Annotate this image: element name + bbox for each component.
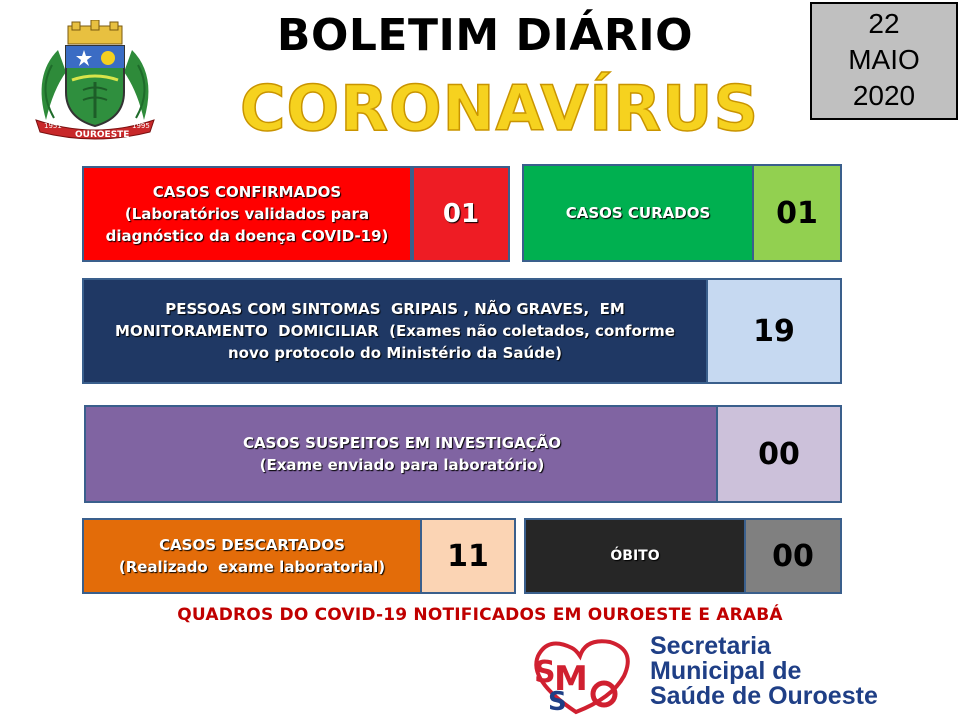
home-monitoring-label xyxy=(82,278,708,384)
svg-text:S: S xyxy=(548,687,567,717)
footer-note: QUADROS DO COVID-19 NOTIFICADOS EM OUROESTE E ARABÁ xyxy=(177,605,783,625)
confirmed-cases-label xyxy=(82,166,412,262)
deaths-label: ÓBITO xyxy=(524,518,746,594)
date-year: 2020 xyxy=(852,80,916,111)
monitoring-line2: MONITORAMENTO DOMICILIAR (Exames não coletados, conforme xyxy=(115,322,675,340)
svg-text:M: M xyxy=(554,659,588,699)
monitoring-line1: PESSOAS COM SINTOMAS GRIPAIS , NÃO GRAVES, EM xyxy=(165,300,625,318)
confirmed-line2: (Laboratórios validados para xyxy=(124,205,370,223)
date-box xyxy=(810,2,958,120)
bulletin-subtitle: CORONAVÍRUS xyxy=(240,72,760,145)
health-secretary-name xyxy=(650,634,950,709)
confirmed-line1: CASOS CONFIRMADOS xyxy=(152,183,342,201)
logo-line1: Secretaria xyxy=(650,632,771,660)
deaths-value: 00 xyxy=(744,518,842,594)
svg-text:S: S xyxy=(534,655,556,690)
discarded-line1: CASOS DESCARTADOS xyxy=(159,536,345,554)
date-month: MAIO xyxy=(848,44,920,75)
discarded-cases-label xyxy=(82,518,422,594)
discarded-line2: (Realizado exame laboratorial) xyxy=(118,558,386,576)
cured-cases-label: CASOS CURADOS xyxy=(522,164,754,262)
svg-text:1951: 1951 xyxy=(44,122,62,130)
municipal-crest-icon xyxy=(28,20,162,140)
cured-cases-value: 01 xyxy=(752,164,842,262)
bulletin-title: BOLETIM DIÁRIO xyxy=(276,10,694,61)
suspected-cases-label xyxy=(84,405,720,503)
svg-text:1995: 1995 xyxy=(132,122,150,130)
date-day: 22 xyxy=(868,8,900,39)
suspected-cases-value: 00 xyxy=(716,405,842,503)
confirmed-line3: diagnóstico da doença COVID-19) xyxy=(105,227,389,245)
home-monitoring-value: 19 xyxy=(706,278,842,384)
discarded-cases-value: 11 xyxy=(420,518,516,594)
suspected-line1: CASOS SUSPEITOS EM INVESTIGAÇÃO xyxy=(242,434,562,452)
logo-line3: Saúde de Ouroeste xyxy=(650,682,878,710)
monitoring-line3: novo protocolo do Ministério da Saúde) xyxy=(227,344,562,362)
svg-text:OUROESTE: OUROESTE xyxy=(75,130,130,140)
confirmed-cases-value: 01 xyxy=(412,166,510,262)
suspected-line2: (Exame enviado para laboratório) xyxy=(259,456,545,474)
logo-line2: Municipal de xyxy=(650,657,802,685)
